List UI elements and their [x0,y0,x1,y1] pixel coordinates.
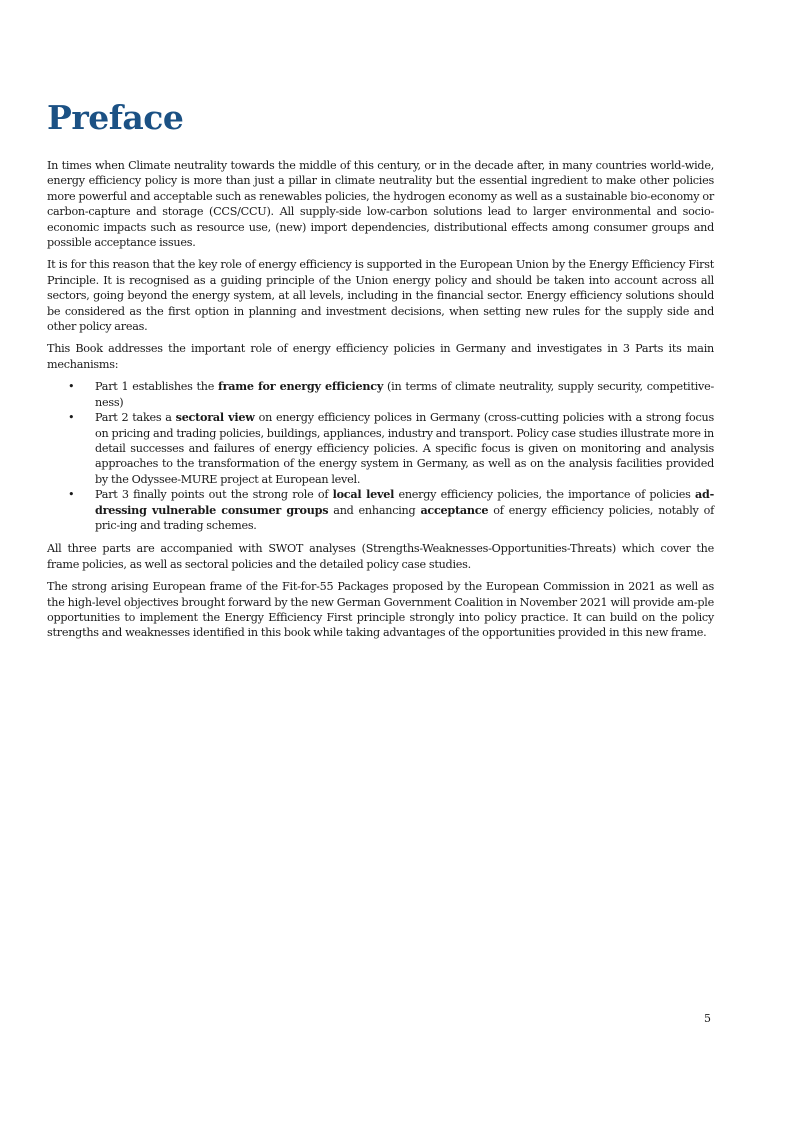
paragraph-swot: All three parts are accompanied with SWOT analyses (Strengths-Weaknesses-Opportunities-Threats) which cover the frame policies, as well as sectoral policies and the detailed policy case studies. [47,542,714,571]
bullet-icon: • [68,488,75,502]
document-page [47,96,714,648]
page-title: Preface [47,98,184,137]
paragraph-fit-for-55: The strong arising European frame of the Fit-for-55 Packages proposed by the European Commission in 2021 as well as the high-level objectives brought forward by the new German Government Coalition in November 2021 will provide am-ple opportunities to implement the Energy Efficiency First principle strongly into policy practice. It can build on the policy strengths and weaknesses identified in this book while taking advantages of the opportunities provided in this new frame. [47,580,714,640]
parts-list [47,379,714,533]
emphasis-sectoral-view: sectoral view [175,410,255,425]
page-number: 5 [704,1012,711,1025]
emphasis-vulnerable-groups: ad-dressing vulnerable consumer groups [95,487,714,517]
paragraph-climate-neutrality: In times when Climate neutrality towards the middle of this century, or in the decade after, in many countries world-wide, energy efficiency policy is more than just a pillar in climate neutrality but the essential ingredient to make other policies more powerful and acceptable such as renewables policies, the hydrogen economy as well as a sustainable bio-economy or carbon-capture and storage (CCS/CCU). All supply-side low-carbon solutions lead to larger environmental and socio-economic impacts such as resource use, (new) import dependencies, distributional effects among consumer groups and possible acceptance issues. [47,159,714,250]
emphasis-acceptance: acceptance [420,502,489,517]
list-item-part-3: • Part 3 finally points out the strong role of local level energy efficiency policies, the importance of policies ad-dressing vulnerable consumer groups and enhancing acceptance of energy efficiency policies, notably of pric-ing and trading schemes. [68,487,714,532]
paragraph-efficiency-first: It is for this reason that the key role of energy efficiency is supported in the European Union by the Energy Efficiency First Principle. It is recognised as a guiding principle of the Union energy policy and should be taken into account across all sectors, going beyond the energy system, at all levels, including in the financial sector. Energy efficiency solutions should be considered as the first option in planning and investment decisions, when setting new rules for the supply side and other policy areas. [47,258,714,334]
bullet-icon: • [68,380,75,394]
bullet-icon: • [68,411,75,425]
list-item-part-2: • Part 2 takes a sectoral view on energy efficiency polices in Germany (cross-cutting policies with a strong focus on pricing and trading policies, buildings, appliances, industry and transport. Policy case studies illustrate more in detail successes and failures of energy efficiency policies. A specific focus is given on monitoring and analysis approaches to the transformation of the energy system in Germany, as well as on the analysis facilities provided by the Odyssee-MURE project at European level. [68,410,714,486]
emphasis-frame: frame for energy efficiency [218,379,384,394]
paragraph-book-intro: This Book addresses the important role of energy efficiency policies in Germany and investigates in 3 Parts its main mechanisms: [47,342,714,371]
emphasis-local-level: local level [332,487,395,502]
list-item-part-1: • Part 1 establishes the frame for energy efficiency (in terms of climate neutrality, supply security, competitive-ness) [68,379,714,409]
